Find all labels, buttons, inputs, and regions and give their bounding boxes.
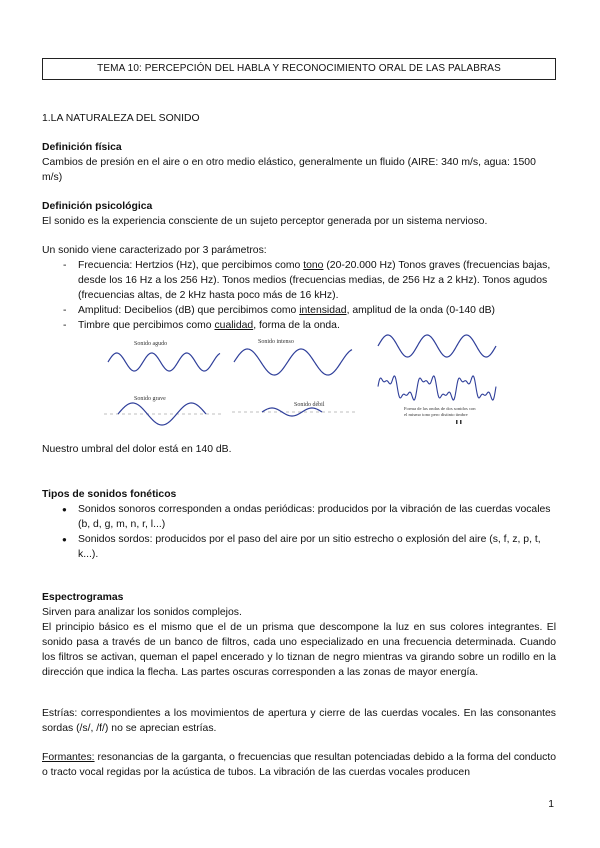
- espectro-heading: Espectrogramas: [42, 592, 124, 603]
- espectro-line1: Sirven para analizar los sonidos complejos.: [42, 607, 242, 618]
- wave-intenso: [234, 349, 352, 375]
- wave-debil-figure: [232, 392, 356, 432]
- param-frecuencia: - Frecuencia: Hertzios (Hz), que percibimos como tono (20-20.000 Hz) Tonos graves (frecuencias bajas, desde los 16 Hz a los 256 Hz). Tonos medios (frecuencias medias, de 256 Hz a 2 kHz). Tonos agudos (frecuencias altas, de 2 kHz hasta poco más de 16 kHz).: [42, 258, 556, 303]
- label-agudo: Sonido agudo: [134, 341, 168, 347]
- wave-agudo-figure: [104, 336, 224, 380]
- label-grave: Sonido grave: [134, 396, 166, 402]
- timbre-caption-1: Forma de las ondas de dos sonidos con: [404, 406, 476, 411]
- params-list: [42, 258, 556, 333]
- psico-text: El sonido es la experiencia consciente de un sujeto perceptor generada por un sistema nervioso.: [42, 216, 488, 227]
- timbre-mark-2: [460, 420, 462, 424]
- label-debil: Sonido débil: [294, 402, 325, 408]
- wave-grave-figure: [104, 392, 224, 432]
- psico-heading: Definición psicológica: [42, 201, 153, 212]
- tipo-sordo: ● Sonidos sordos: producidos por el paso del aire por un sitio estrecho o explosión del aire (s, f, z, p, t, k...).: [42, 532, 556, 562]
- espectro-block: [42, 590, 556, 680]
- fisica-block: [42, 140, 556, 185]
- formantes-label: Formantes:: [42, 752, 95, 763]
- wave-intenso-figure: [232, 334, 356, 380]
- wave-agudo: [108, 353, 220, 371]
- tipos-list: [42, 502, 556, 562]
- params-block: [42, 243, 556, 333]
- fisica-text: Cambios de presión en el aire o en otro medio elástico, generalmente un fluido (AIRE: 340 m/s, agua: 1500 m/s): [42, 157, 536, 183]
- tipos-heading: Tipos de sonidos fonéticos: [42, 489, 177, 500]
- wave-grave: [118, 403, 206, 425]
- timbre-figure: [374, 330, 500, 430]
- psico-block: [42, 199, 556, 229]
- tipos-block: [42, 487, 556, 562]
- tipo-sonoro: ● Sonidos sonoros corresponden a ondas periódicas: producidos por la vibración de las cuerdas vocales (b, d, g, m, n, r, l...): [42, 502, 556, 532]
- espectro-para: El principio básico es el mismo que el de un prisma que descompone la luz en sus colores integrantes. El sonido pasa a través de un banco de filtros, cada uno especializado en una frecuencia determinada. Cuando los filtros se activan, queman el papel encerado y lo tiznan de negro mientras va girando sobre un rodillo en la dirección que indica la flecha. Las partes oscuras corresponden a las zonas de mayor energía.: [42, 622, 556, 678]
- label-intenso: Sonido intenso: [258, 339, 294, 345]
- param-timbre: - Timbre que percibimos como cualidad, forma de la onda.: [42, 318, 556, 333]
- timbre-caption-2: el mismo tono pero distinto timbre: [404, 412, 468, 417]
- umbral-text: Nuestro umbral del dolor está en 140 dB.: [42, 444, 232, 455]
- wave-timbre-complex: [378, 376, 496, 400]
- formantes-text: Formantes: resonancias de la garganta, o frecuencias que resultan potenciadas debido a la forma del conducto o tracto vocal regidas por la acústica de tubos. La vibración de las cuerdas vocales producen: [42, 752, 556, 778]
- params-intro: Un sonido viene caracterizado por 3 parámetros:: [42, 245, 267, 256]
- timbre-mark-1: [456, 420, 458, 424]
- page-number: 1: [548, 799, 554, 810]
- param-amplitud: - Amplitud: Decibelios (dB) que percibimos como intensidad, amplitud de la onda (0-140 dB): [42, 303, 556, 318]
- page-title: TEMA 10: PERCEPCIÓN DEL HABLA Y RECONOCIMIENTO ORAL DE LAS PALABRAS: [42, 58, 556, 80]
- section-heading: 1.LA NATURALEZA DEL SONIDO: [42, 113, 200, 124]
- fisica-heading: Definición física: [42, 142, 122, 153]
- wave-timbre-simple: [378, 335, 496, 357]
- estrias-text: Estrías: correspondientes a los movimientos de apertura y cierre de las cuerdas vocales. En las consonantes sordas (/s/, /f/) no se aprecian estrías.: [42, 708, 556, 734]
